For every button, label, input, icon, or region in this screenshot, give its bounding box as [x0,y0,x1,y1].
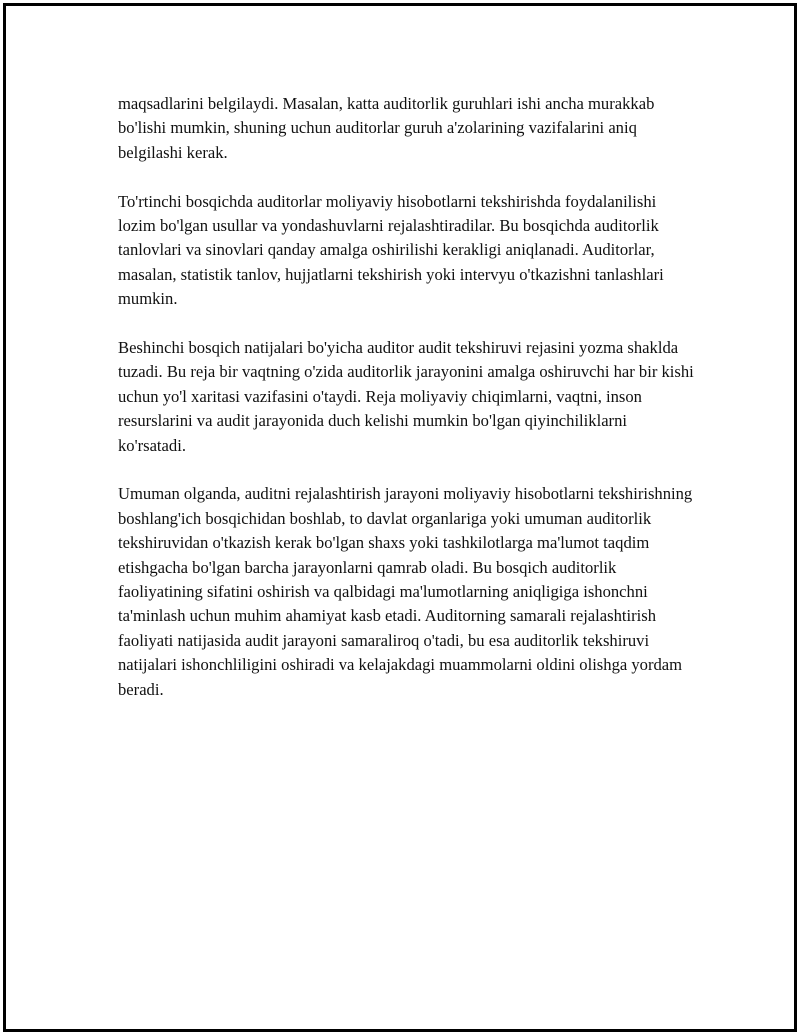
paragraph-2: To'rtinchi bosqichda auditorlar moliyaviy hisobotlarni tekshirishda foydalanilishi lozim bo'lgan usullar va yondashuvlarni rejalashtiradilar. Bu bosqichda auditorlik tanlovlari va sinovlari qanday amalga oshirilishi kerakligi aniqlanadi. Auditorlar, masalan, statistik tanlov, hujjatlarni tekshirish yoki intervyu o'tkazishni tanlashlari mumkin. [118,191,664,309]
document-body [118,92,698,702]
paragraph-3: Beshinchi bosqich natijalari bo'yicha auditor audit tekshiruvi rejasini yozma shaklda tuzadi. Bu reja bir vaqtning o'zida auditorlik jarayonini amalga oshiruvchi har bir kishi uchun yo'l xaritasi vazifasini o'taydi. Reja moliyaviy chiqimlarni, vaqtni, inson resurslarini va audit jarayonida duch kelishi mumkin bo'lgan qiyinchiliklarni ko'rsatadi. [118,338,694,455]
paragraph-4: Umuman olganda, auditni rejalashtirish jarayoni moliyaviy hisobotlarni tekshirishning boshlang'ich bosqichidan boshlab, to davlat organlariga yoki umuman auditorlik tekshiruvidan o'tkazish kerak bo'lgan shaxs yoki tashkilotlarga ma'lumot taqdim etishgacha bo'lgan barcha jarayonlarni qamrab oladi. Bu bosqich auditorlik faoliyatining sifatini oshirish va qalbidagi ma'lumotlarning aniqligiga ishonchni ta'minlash uchun muhim ahamiyat kasb etadi. Auditorning samarali rejalashtirish faoliyati natijasida audit jarayoni samaraliroq o'tadi, bu esa auditorlik tekshiruvi natijalari ishonchliligini oshiradi va kelajakdagi muammolarni oldini olishga yordam beradi. [118,484,693,699]
paragraph-1: maqsadlarini belgilaydi. Masalan, katta auditorlik guruhlari ishi ancha murakkab bo'lishi mumkin, shuning uchun auditorlar guruh a'zolarining vazifalarini aniq belgilashi kerak. [118,94,655,162]
